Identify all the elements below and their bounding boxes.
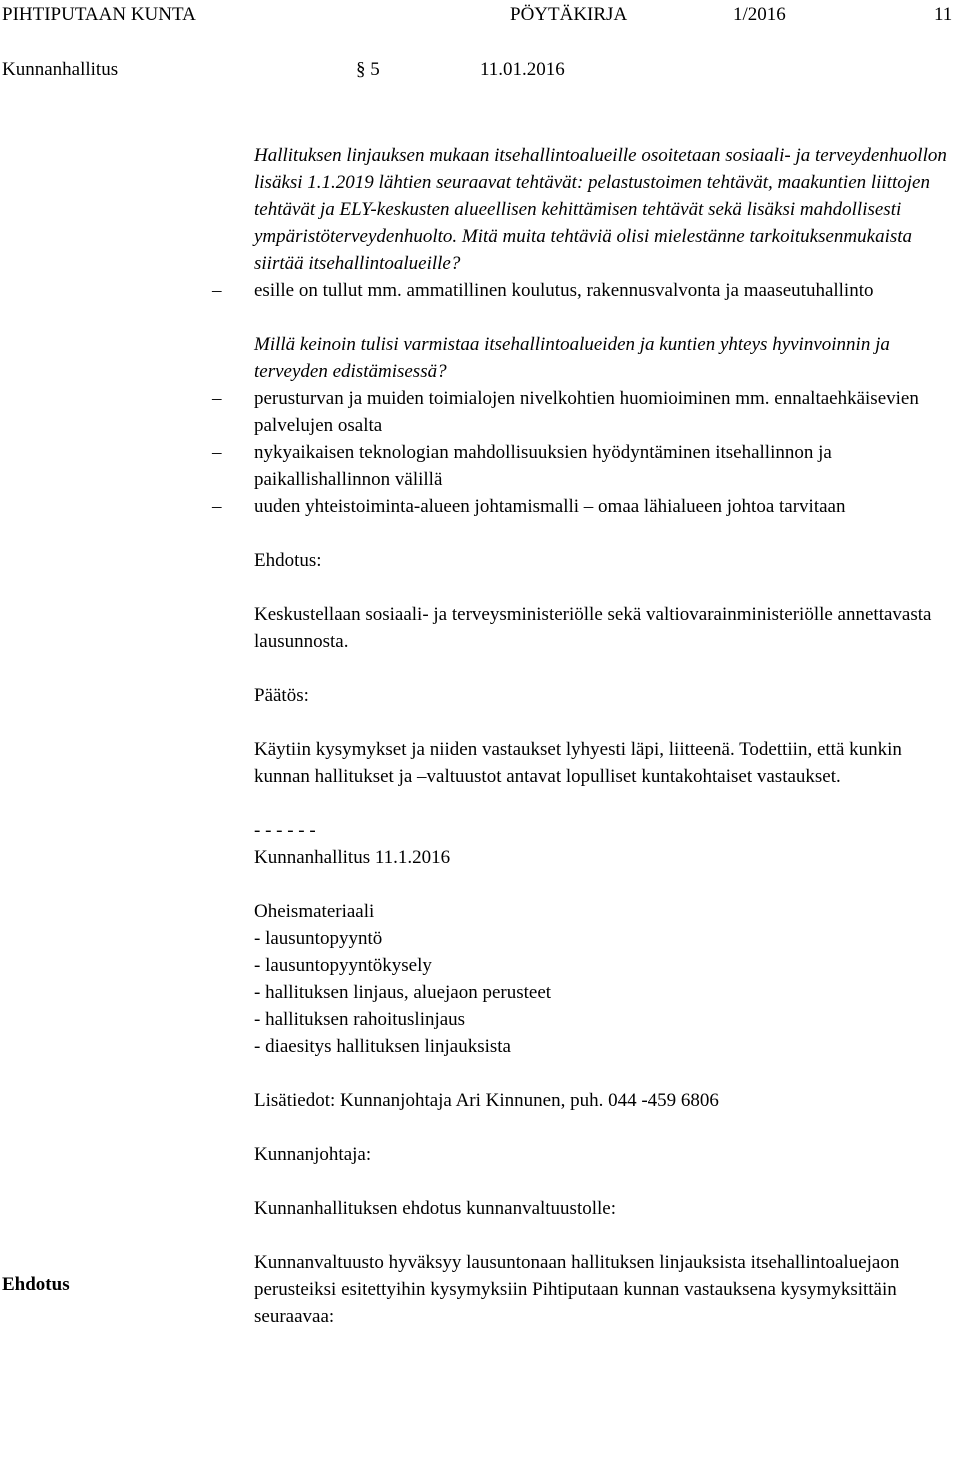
decision-text: Käytiin kysymykset ja niiden vastaukset lyhyesti läpi, liitteenä. Todettiin, että kunkin kunnan hallitukset ja –valtuustot antavat lopulliset kuntakohtaiset vastaukset. (254, 739, 902, 787)
dash-bullet: – (212, 496, 222, 517)
attachment-item: - lausuntopyyntökysely (254, 955, 432, 976)
spacer (254, 1114, 960, 1141)
spacer (254, 304, 960, 331)
attachment-item: - lausuntopyyntö (254, 928, 383, 949)
side-label: Ehdotus (2, 1274, 70, 1295)
header-page-number: 11 (934, 4, 953, 25)
meeting-reference: Kunnanhallitus 11.1.2016 (254, 847, 451, 868)
separator: - - - - - - (254, 820, 316, 841)
dash-bullet: – (212, 280, 222, 301)
dash-bullet: – (212, 388, 222, 409)
spacer (254, 1222, 960, 1249)
proposer: Kunnanjohtaja: (254, 1144, 372, 1165)
bullet-item (212, 277, 960, 304)
bullet-text: esille on tullut mm. ammatillinen koulutus, rakennusvalvonta ja maaseutuhallinto (254, 280, 874, 301)
bullet-item (212, 493, 960, 520)
proposal-text: Keskustellaan sosiaali- ja terveysministeriölle sekä valtiovarainministeriölle annettavasta lausunnosta. (254, 604, 932, 652)
decision-heading: Päätös: (254, 685, 309, 706)
spacer (254, 574, 960, 601)
spacer (254, 709, 960, 736)
bullet-item (212, 385, 960, 439)
spacer (254, 790, 960, 817)
council-text: Kunnanvaltuusto hyväksyy lausuntonaan hallituksen linjauksista itsehallintoaluejaon perusteiksi esitettyihin kysymyksiin Pihtiputaan kunnan vastauksena kysymyksittäin seuraavaa: (254, 1252, 900, 1327)
header-municipality: PIHTIPUTAAN KUNTA (2, 4, 196, 25)
spacer (254, 1168, 960, 1195)
bullet-item (212, 439, 960, 493)
bullet-text: nykyaikaisen teknologian mahdollisuuksien hyödyntäminen itsehallinnon ja paikallishallinnon välillä (254, 442, 832, 490)
proposal-heading: Ehdotus: (254, 550, 322, 571)
dash-bullet: – (212, 442, 222, 463)
spacer (254, 871, 960, 898)
bullet-text: uuden yhteistoiminta-alueen johtamismalli – omaa lähialueen johtoa tarvitaan (254, 496, 846, 517)
attachment-item: - hallituksen linjaus, aluejaon perusteet (254, 982, 552, 1003)
header-doc-type: PÖYTÄKIRJA (510, 4, 628, 25)
attachment-item: - diaesitys hallituksen linjauksista (254, 1036, 511, 1057)
attachment-item: - hallituksen rahoituslinjaus (254, 1009, 466, 1030)
more-info: Lisätiedot: Kunnanjohtaja Ari Kinnunen, puh. 044 -459 6806 (254, 1090, 719, 1111)
spacer (254, 520, 960, 547)
main-content (212, 142, 960, 1330)
question-1: Hallituksen linjauksen mukaan itsehallintoalueille osoitetaan sosiaali- ja terveydenhuollon lisäksi 1.1.2019 lähtien seuraavat tehtävät: pelastustoimen tehtävät, maakuntien liittojen tehtävät ja ELY-keskusten alueellisen kehittämisen tehtävät sekä lisäksi mahdollisesti ympäristöterveydenhuolto. Mitä muita tehtäviä olisi mielestänne tarkoituksenmukaista siirtää itsehallintoalueille? (254, 145, 947, 274)
header-doc-number: 1/2016 (733, 4, 786, 25)
board-proposal: Kunnanhallituksen ehdotus kunnanvaltuustolle: (254, 1198, 617, 1219)
header-section: § 5 (356, 59, 380, 80)
question-2: Millä keinoin tulisi varmistaa itsehallintoalueiden ja kuntien yhteys hyvinvoinnin ja terveyden edistämisessä? (254, 334, 890, 382)
bullet-text: perusturvan ja muiden toimialojen nivelkohtien huomioiminen mm. ennaltaehkäisevien palvelujen osalta (254, 388, 919, 436)
header-body: Kunnanhallitus (2, 59, 119, 80)
spacer (254, 1060, 960, 1087)
header-date: 11.01.2016 (480, 59, 565, 80)
spacer (254, 655, 960, 682)
attachments-heading: Oheismateriaali (254, 901, 375, 922)
